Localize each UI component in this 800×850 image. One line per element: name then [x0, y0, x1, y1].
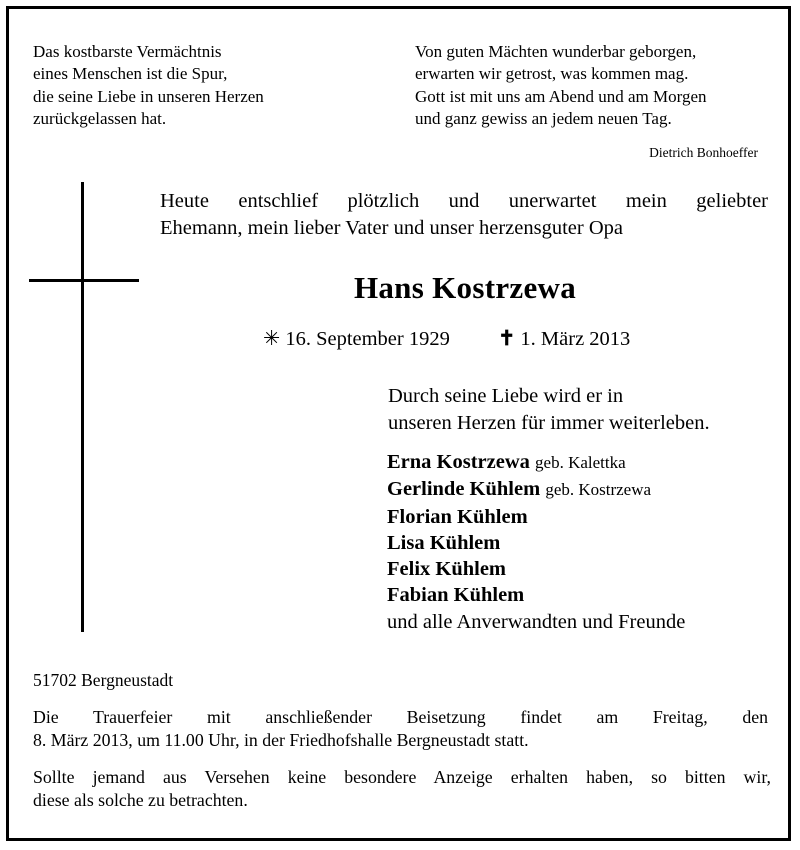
family-member-note: geb. Kostrzewa	[545, 480, 652, 500]
funeral-info	[33, 706, 768, 751]
notice-text	[33, 766, 771, 811]
family-member	[387, 476, 685, 503]
intro-line: Heute entschlief plötzlich und unerwartet mein geliebter	[160, 190, 768, 212]
asterisk-icon: ✳	[263, 328, 281, 350]
notice-line: diese als solche zu betrachten.	[33, 789, 248, 810]
address-city: 51702 Bergneustadt	[33, 670, 174, 690]
family-member	[387, 504, 685, 530]
family-member-name: Fabian Kühlem	[387, 584, 525, 607]
poem-left-line: zurückgelassen hat.	[33, 108, 167, 128]
family-member-name: Gerlinde Kühlem	[387, 478, 541, 501]
poem-left	[33, 41, 264, 130]
poem-left-line: die seine Liebe in unseren Herzen	[33, 86, 264, 106]
intro-line: Ehemann, mein lieber Vater und unser herzensguter Opa	[160, 217, 623, 239]
family-member	[387, 530, 685, 556]
poem-right-line: erwarten wir getrost, was kommen mag.	[415, 64, 689, 84]
memorial-quote	[388, 383, 710, 436]
quote-line: Durch seine Liebe wird er in	[388, 385, 624, 407]
poem-right-line: Von guten Mächten wunderbar geborgen,	[415, 42, 697, 61]
dagger-icon: ✝	[498, 328, 516, 350]
poem-right	[415, 41, 707, 130]
deceased-name: Hans Kostrzewa	[353, 270, 577, 305]
family-list	[387, 449, 685, 635]
poem-right-line: und ganz gewiss an jedem neuen Tag.	[415, 108, 672, 128]
life-dates	[263, 326, 630, 351]
family-member-name: Lisa Kühlem	[387, 531, 501, 554]
family-member	[387, 582, 685, 608]
death-date: 1. März 2013	[520, 328, 631, 350]
quote-line: unseren Herzen für immer weiterleben.	[388, 411, 710, 434]
family-member-note: geb. Kalettka	[535, 453, 626, 472]
poem-left-line: Das kostbarste Vermächtnis	[33, 42, 222, 61]
intro-text	[160, 188, 768, 242]
family-member	[387, 449, 685, 476]
birth-date: 16. September 1929	[285, 328, 450, 350]
poem-right-line: Gott ist mit uns am Abend und am Morgen	[415, 86, 707, 106]
family-member-name: Erna Kostrzewa	[387, 451, 530, 473]
poem-author: Dietrich Bonhoeffer	[649, 145, 758, 160]
poem-left-line: eines Menschen ist die Spur,	[33, 64, 228, 84]
funeral-line: 8. März 2013, um 11.00 Uhr, in der Friedhofshalle Bergneustadt statt.	[33, 729, 529, 750]
family-member	[387, 556, 685, 582]
notice-line: Sollte jemand aus Versehen keine besondere Anzeige erhalten haben, so bitten wir,	[33, 767, 771, 787]
family-member-name: Florian Kühlem	[387, 505, 528, 528]
funeral-line: Die Trauerfeier mit anschließender Beisetzung findet am Freitag, den	[33, 707, 768, 727]
family-closing: und alle Anverwandten und Freunde	[387, 610, 686, 633]
family-member-name: Felix Kühlem	[387, 558, 507, 581]
cross-icon-vertical	[81, 182, 84, 632]
